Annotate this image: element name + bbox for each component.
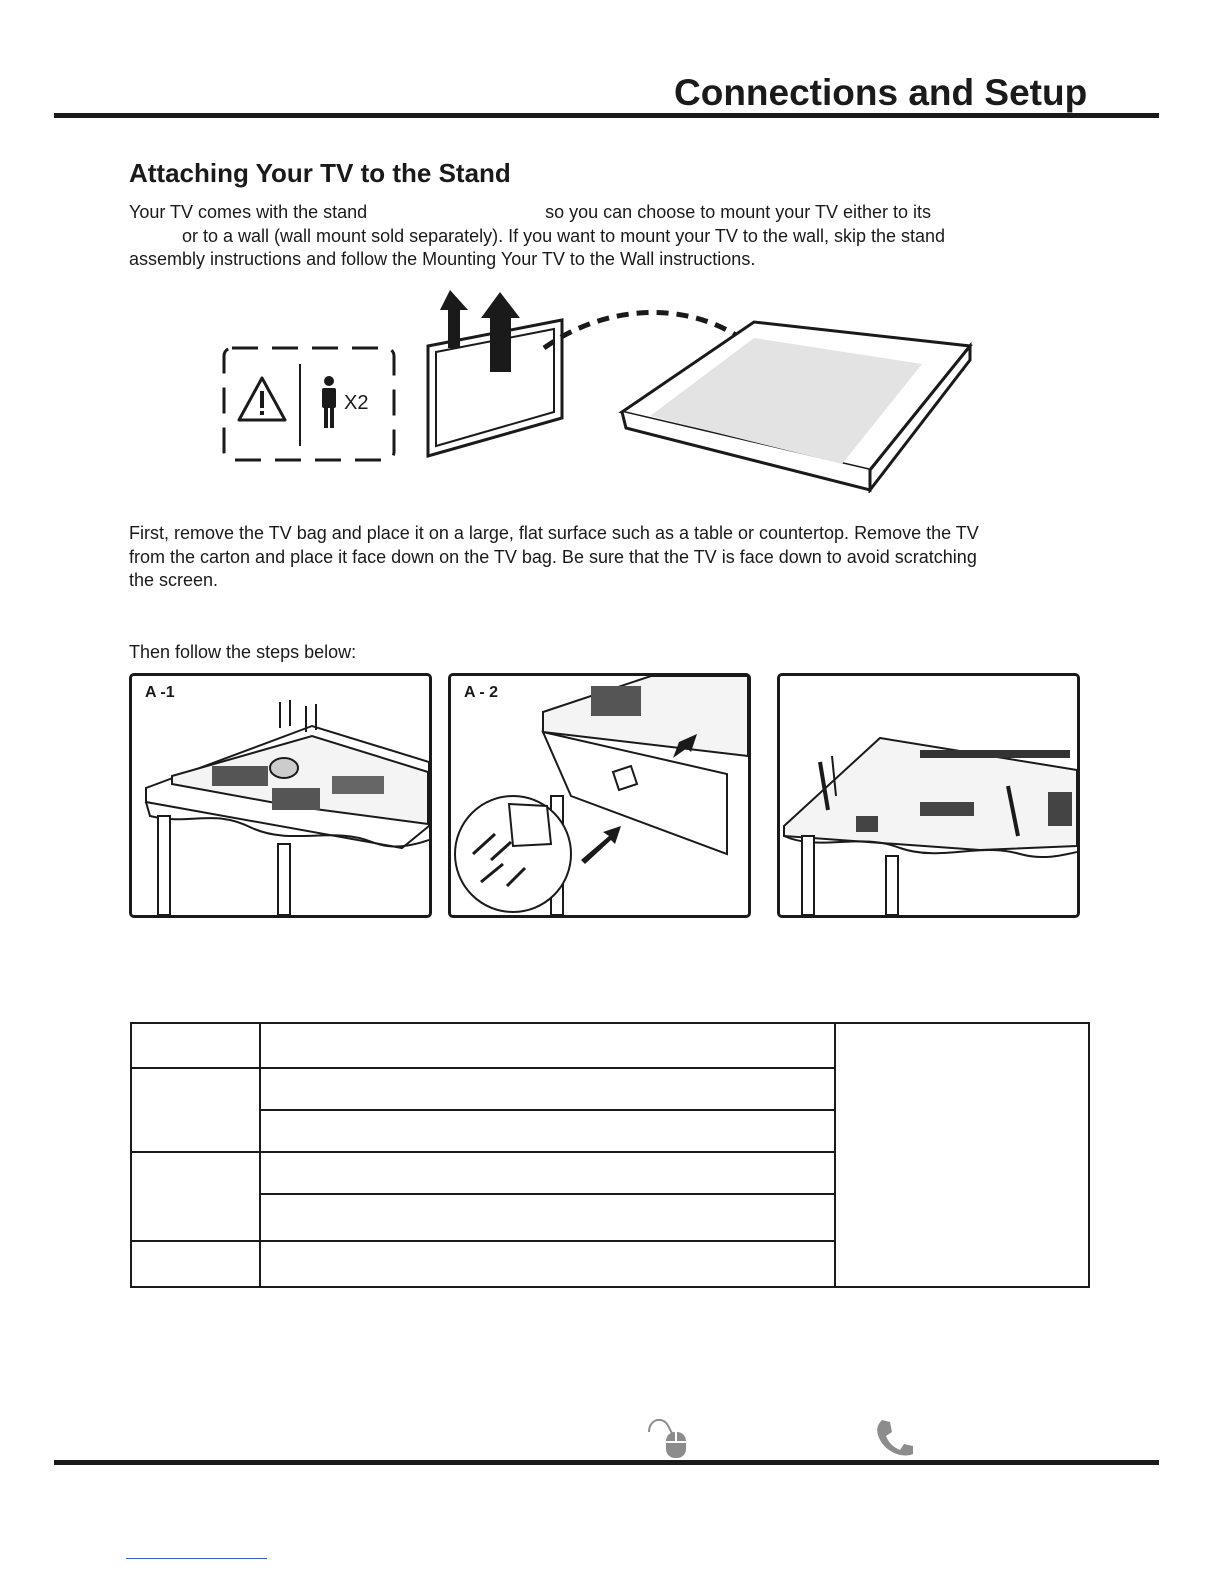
step-panel-a1	[129, 673, 432, 918]
warning-triangle-icon	[236, 374, 288, 429]
footer-divider	[54, 1460, 1159, 1465]
instructions-paragraph	[129, 522, 979, 593]
table-cell	[131, 1068, 260, 1152]
page-title: Connections and Setup	[674, 72, 1088, 113]
instructions-line-2: from the carton and place it face down on the TV bag. Be sure that the TV is face down to avoid scratching	[129, 546, 977, 567]
table-cell	[260, 1068, 835, 1110]
step-label: A -1	[145, 684, 175, 701]
table-cell	[131, 1241, 260, 1287]
tv-placement-illustration	[424, 288, 984, 493]
intro-line-1a: Your TV comes with the stand	[129, 202, 368, 222]
phone-icon	[874, 1418, 914, 1463]
step-panel-a2	[448, 673, 751, 918]
table-cell	[835, 1023, 1089, 1287]
steps-intro: Then follow the steps below:	[129, 642, 357, 662]
table-cell	[260, 1023, 835, 1068]
link-underline	[126, 1558, 267, 1559]
mouse-icon	[647, 1414, 689, 1465]
instructions-line-1: First, remove the TV bag and place it on a large, flat surface such as a table or countertop. Remove the TV	[129, 523, 979, 543]
specs-table	[130, 1022, 1090, 1288]
person-icon	[319, 376, 339, 435]
table-row	[131, 1023, 1089, 1068]
table-cell	[131, 1023, 260, 1068]
table-cell	[260, 1152, 835, 1194]
intro-line-3: assembly instructions and follow the Mounting Your TV to the Wall instructions.	[129, 249, 756, 269]
intro-line-2: or to a wall (wall mount sold separately). If you want to mount your TV to the wall, skip the stand	[182, 225, 946, 246]
instructions-line-3: the screen.	[129, 570, 219, 590]
person-count-label: X2	[344, 392, 369, 414]
warning-box	[222, 346, 396, 462]
intro-line-1b: so you can choose to mount your TV either to its	[545, 202, 932, 222]
header-divider	[54, 113, 1159, 118]
table-cell	[260, 1194, 835, 1241]
table-cell	[131, 1152, 260, 1241]
step-label: A - 2	[464, 684, 499, 701]
step-panel-3	[777, 673, 1080, 918]
intro-paragraph	[129, 201, 945, 272]
table-cell	[260, 1241, 835, 1287]
table-cell	[260, 1110, 835, 1152]
section-title: Attaching Your TV to the Stand	[129, 158, 511, 188]
